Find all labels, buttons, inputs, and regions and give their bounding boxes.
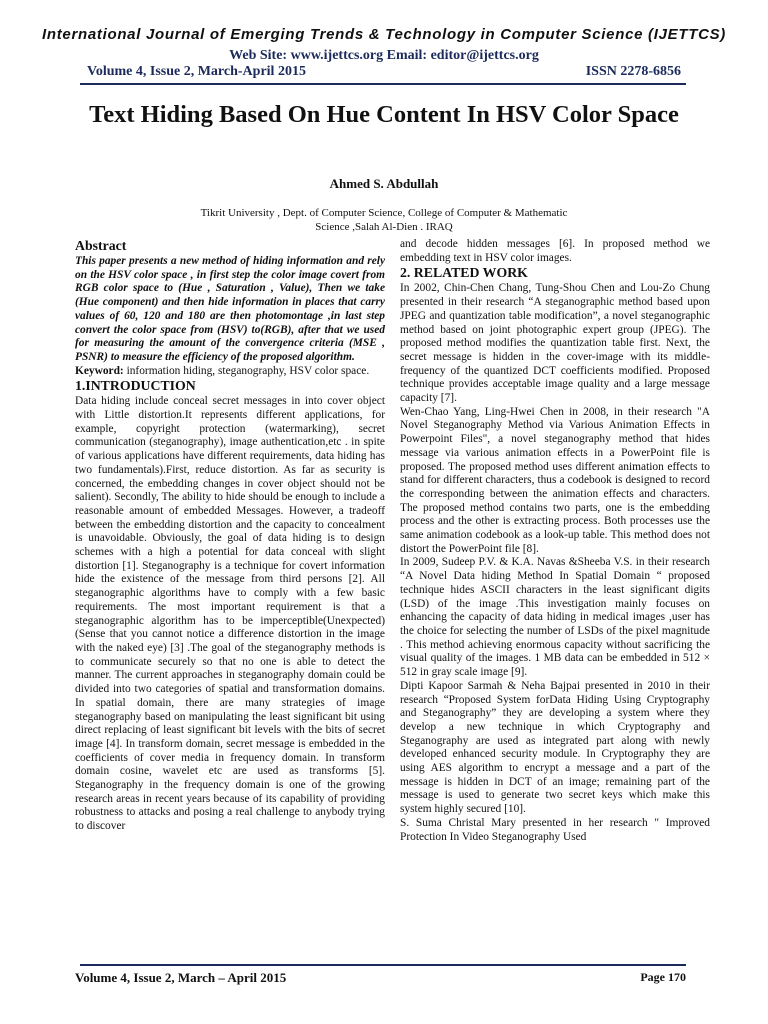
- affiliation-line-2: Science ,Salah Al-Dien . IRAQ: [315, 221, 453, 233]
- keyword-label: Keyword:: [75, 364, 124, 377]
- left-column: [75, 238, 385, 834]
- footer-divider: [80, 964, 686, 966]
- right-column: [400, 238, 710, 844]
- introduction-heading: 1.INTRODUCTION: [75, 378, 196, 394]
- journal-title: International Journal of Emerging Trends & Technology in Computer Science (IJETTCS): [41, 26, 726, 43]
- abstract-text: This paper presents a new method of hiding information and rely on the HSV color space , in first step the color image covert from RGB color space to (Hue , Saturation , Value), Then we take (Hue component) and then hide information in places that carry values of 60, 120 and 180 are then photomontage ,in last step convert the color space from (HSV) to(RGB), after that we used for measuring the amount of the convergence criteria (MSE , PSNR) to measure the efficiency of the proposed algorithm.: [75, 255, 385, 363]
- issn: ISSN 2278-6856: [585, 64, 681, 79]
- abstract-heading: Abstract: [75, 238, 127, 253]
- author-name: Ahmed S. Abdullah: [329, 176, 439, 191]
- related-work-paragraph: In 2002, Chin-Chen Chang, Tung-Shou Chen and Lou-Zo Chung presented in their research “A steganographic method based upon JPEG and quantization table modification”, a novel steganographic method based on joint photographic expert group (JPEG). The proposed method modifies the quantization table first. Next, the secret message is hidden in the cover-image with its middle-frequency of the quantized DCT coefficients modified. Proposed technique provides acceptable image quality and a large message capacity [7].: [400, 282, 710, 405]
- footer-volume: Volume 4, Issue 2, March – April 2015: [75, 970, 287, 985]
- volume-issue-header: Volume 4, Issue 2, March-April 2015: [87, 64, 306, 79]
- introduction-text: Data hiding include conceal secret messages in into cover object with Little distortion.It represents different applications, for example, copyright protection (watermarking), secret communication (steganography), image authentication,etc . in spite of various applications have different requirements, data hiding has two fundamentals).First, reduce distortion. As far as security is concerned, the embedding changes in cover object should not be salient). Secondly, The ability to hide should be enough to include a reasonable amount of embedded Messages. However, a tradeoff between the embedding distortion and the capacity to concealment is unavoidable. Obviously, the goal of data hiding is to design schemes with a high a potential for data conceal with slight distortion [1]. Steganography is a technique for covert information hide the existence of the message from third persons [2]. All steganographic algorithms have to comply with a few basic requirements. The most important requirement is that a steganographic algorithm has to be imperceptible(Unexpected) (Sense that you cannot notice a difference distortion in the image with the naked eye) [3] .The goal of the steganography methods is to communicate securely so that no one is able to detect the manner. The current approaches in steganography domain could be divided into two categories of spatial and transformation domains. In spatial domain, there are many strategies of image steganography based on manipulating the least significant bit using direct replacing of least significant bit levels with the bits of secret image [4]. In transform domain, secret message is embedded in the coefficients of cover media in frequency domain. In transform domain cosine, wavelet etc are used as transforms [5]. Steganography in the frequency domain is one of the growing research areas in recent years because of its capability of providing robustness to attacks and posing a real challenge to anybody trying to discover: [75, 395, 385, 833]
- keywords: information hiding, steganography, HSV color space.: [123, 364, 370, 377]
- page-number: Page 170: [640, 970, 686, 984]
- related-work-paragraph: In 2009, Sudeep P.V. & K.A. Navas &Sheeba V.S. in their research “A Novel Data hiding Method In Spatial Domain “ proposed technique hides ASCII characters in the least significant digits (LSD) of the image .This investigation mainly focuses on enhancing the capacity of data hiding in medical images ,user has the choice for selecting the number of LSDs of the pixel magnitude . This method achieving enormous capacity without sacrificing the visual quality of the images. 1 MB data can be embedded in 512 × 512 in gray scale image [9].: [400, 556, 710, 679]
- related-work-paragraph: S. Suma Christal Mary presented in her research " Improved Protection In Video Steganography Used: [400, 816, 710, 843]
- header-divider: [80, 83, 686, 85]
- related-work-heading: 2. RELATED WORK: [400, 265, 528, 281]
- related-work-paragraph: Wen-Chao Yang, Ling-Hwei Chen in 2008, in their research "A Novel Steganography Method via Various Animation Effects in Powerpoint Files", a novel steganography method that hides message via various animation effects in a PowerPoint file is proposed. The proposed method uses different animation effects to stand for different characters, thus a codebook is designed to record the corresponding between the animation effects and characters. The proposed method contains two parts, one is the embedding process and the other is extracting process. Both processes use the same animation codebook as a look-up table. This method does not distort the PowerPoint file [8].: [400, 405, 710, 555]
- keywords-line: [75, 365, 385, 379]
- introduction-continuation: and decode hidden messages [6]. In proposed method we embedding text in HSV color images.: [400, 238, 710, 264]
- journal-website: Web Site: www.ijettcs.org Email: editor@ijettcs.org: [229, 48, 539, 63]
- related-work-paragraph: Dipti Kapoor Sarmah & Neha Bajpai presented in 2010 in their research “Proposed System forData Hiding Using Cryptography and Steganography” they are developing a system where they develop a new technique in which Cryptography and Steganography are used as integrated part along with newly developed enhanced security module. In Cryptography they are using AES algorithm to encrypt a message and a part of the message is hidden in DCT of an image; remaining part of the message is used to generate two secret keys which make this system highly secured [10].: [400, 679, 710, 816]
- paper-title: Text Hiding Based On Hue Content In HSV Color Space: [89, 101, 679, 128]
- affiliation-line-1: Tikrit University , Dept. of Computer Science, College of Computer & Mathematic: [200, 207, 568, 219]
